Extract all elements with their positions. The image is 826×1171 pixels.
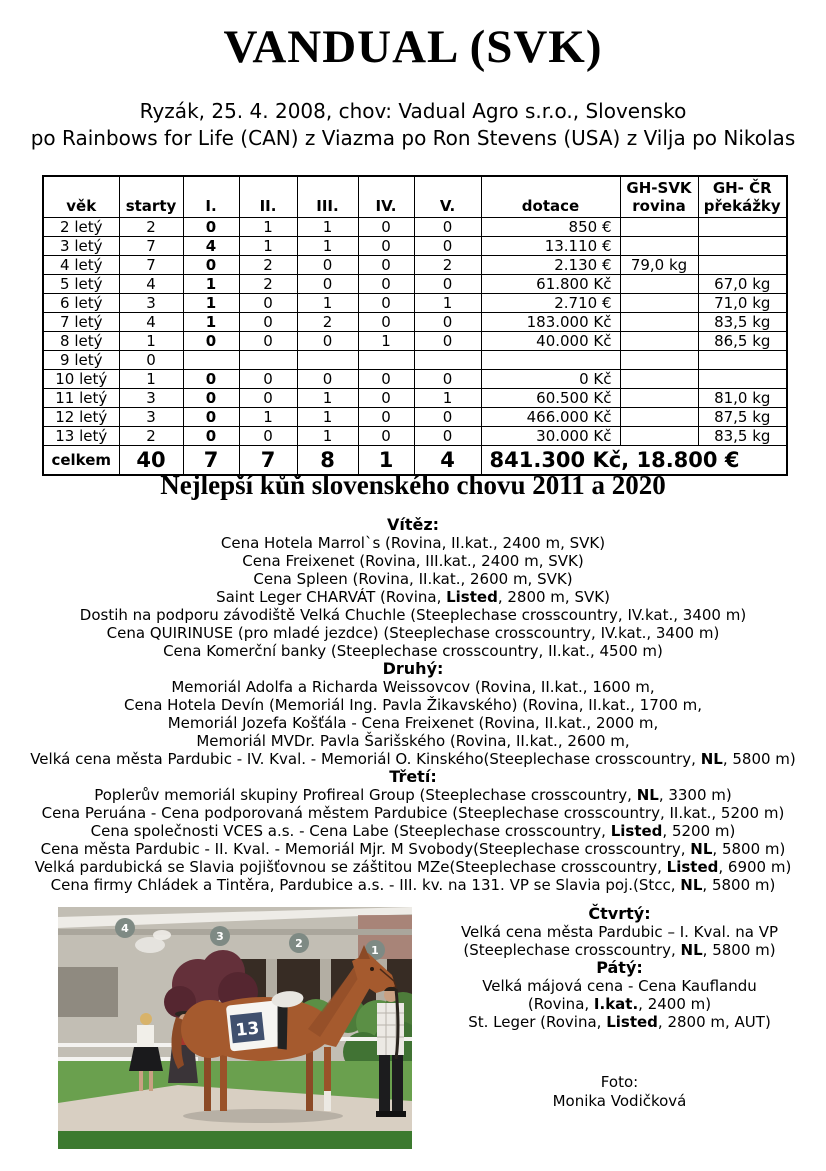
- result-line: Cena Spleen (Rovina, II.kat., 2600 m, SVK): [253, 570, 573, 588]
- paddock-number-1: 1: [371, 944, 379, 957]
- table-cell: 1: [358, 332, 414, 351]
- table-cell: 1: [414, 294, 481, 313]
- photo-credit-label: Foto:: [600, 1073, 639, 1091]
- handler-pants: [379, 1055, 390, 1113]
- table-cell: 0: [358, 237, 414, 256]
- table-cell: 1: [297, 294, 358, 313]
- table-cell: 30.000 Kč: [481, 427, 620, 446]
- table-cell: [620, 332, 698, 351]
- table-cell: 0: [358, 256, 414, 275]
- table-row: [43, 218, 787, 237]
- total-value: 4: [414, 446, 481, 476]
- award-heading: Nejlepší kůň slovenského chovu 2011 a 2020: [160, 470, 666, 500]
- table-cell: [620, 237, 698, 256]
- result-line: Velká cena města Pardubic - IV. Kval. - Memoriál O. Kinského(Steeplechase crosscountry, NL, 5800 m): [30, 750, 796, 768]
- table-cell: 11 letý: [43, 389, 119, 408]
- grass-foreground: [58, 1131, 412, 1149]
- total-value: 7: [239, 446, 297, 476]
- table-cell: 0: [119, 351, 183, 370]
- table-cell: 0: [414, 332, 481, 351]
- table-cell: 2: [119, 427, 183, 446]
- table-cell: 2: [297, 313, 358, 332]
- table-cell: 3: [119, 408, 183, 427]
- table-cell: [620, 218, 698, 237]
- table-row: [43, 275, 787, 294]
- table-cell: 1: [297, 427, 358, 446]
- table-cell: 0: [239, 313, 297, 332]
- result-line: Saint Leger CHARVÁT (Rovina, Listed, 2800 m, SVK): [216, 588, 610, 606]
- total-value: 7: [183, 446, 239, 476]
- placements-sections: [413, 905, 826, 1031]
- paddock-number-2: 2: [295, 937, 303, 950]
- table-cell: 67,0 kg: [698, 275, 787, 294]
- table-cell: 4: [183, 237, 239, 256]
- result-line: Memoriál Adolfa a Richarda Weissovcov (Rovina, II.kat., 1600 m,: [171, 678, 655, 696]
- table-cell: [698, 370, 787, 389]
- description-line-1: Ryzák, 25. 4. 2008, chov: Vadual Agro s.r.o., Slovensko: [139, 99, 687, 123]
- table-cell: 3: [119, 389, 183, 408]
- table-cell: [183, 351, 239, 370]
- result-line: Cena Peruána - Cena podporovaná městem Pardubice (Steeplechase crosscountry, II.kat., 5200 m): [41, 804, 785, 822]
- total-value: 8: [297, 446, 358, 476]
- table-cell: 2.130 €: [481, 256, 620, 275]
- table-cell: 86,5 kg: [698, 332, 787, 351]
- result-line: Memoriál MVDr. Pavla Šarišského (Rovina, II.kat., 2600 m,: [196, 732, 630, 750]
- table-row: [43, 313, 787, 332]
- column-header: GH-SVK rovina: [620, 176, 698, 218]
- handler-shoe: [376, 1111, 391, 1117]
- table-row: [43, 427, 787, 446]
- table-cell: 81,0 kg: [698, 389, 787, 408]
- table-cell: 0: [358, 313, 414, 332]
- table-cell: 4 letý: [43, 256, 119, 275]
- table-cell: 3: [119, 294, 183, 313]
- section-heading: Vítěz:: [386, 515, 440, 534]
- table-cell: 0: [414, 237, 481, 256]
- saddle-number: 13: [234, 1018, 261, 1041]
- table-cell: 0: [239, 294, 297, 313]
- paddock-number-4: 4: [121, 922, 129, 935]
- table-cell: 2 letý: [43, 218, 119, 237]
- table-cell: 40.000 Kč: [481, 332, 620, 351]
- table-cell: [481, 351, 620, 370]
- table-cell: 87,5 kg: [698, 408, 787, 427]
- table-header: [43, 176, 787, 218]
- column-header: I.: [183, 176, 239, 218]
- total-label: celkem: [43, 446, 119, 476]
- table-cell: 1: [297, 218, 358, 237]
- table-cell: 850 €: [481, 218, 620, 237]
- table-cell: 1: [183, 275, 239, 294]
- table-cell: 83,5 kg: [698, 427, 787, 446]
- table-cell: 9 letý: [43, 351, 119, 370]
- table-cell: 0: [183, 408, 239, 427]
- table-cell: 2.710 €: [481, 294, 620, 313]
- total-value: 1: [358, 446, 414, 476]
- horse-eye: [370, 967, 374, 971]
- section-heading: Třetí:: [389, 767, 437, 786]
- photo-credit: [413, 1073, 826, 1111]
- column-header: II.: [239, 176, 297, 218]
- career-statistics-table: [42, 175, 788, 476]
- table-cell: [297, 351, 358, 370]
- result-line: Memoriál Jozefa Košťála - Cena Freixenet (Rovina, II.kat., 2000 m,: [167, 714, 659, 732]
- table-cell: 0: [183, 332, 239, 351]
- table-cell: 1: [183, 313, 239, 332]
- result-line: Cena Hotela Devín (Memoriál Ing. Pavla Žikavského) (Rovina, II.kat., 1700 m,: [123, 696, 703, 714]
- result-line: Cena společnosti VCES a.s. - Cena Labe (Steeplechase crosscountry, Listed, 5200 m): [90, 822, 736, 840]
- horse-shadow: [183, 1109, 343, 1123]
- table-cell: 0: [358, 370, 414, 389]
- table-cell: 1: [119, 332, 183, 351]
- table-cell: 0: [414, 427, 481, 446]
- table-cell: [698, 351, 787, 370]
- wall-shadow-line: [58, 929, 412, 935]
- table-cell: [620, 313, 698, 332]
- table-cell: 71,0 kg: [698, 294, 787, 313]
- table-cell: 0: [414, 218, 481, 237]
- table-cell: 0: [183, 218, 239, 237]
- table-cell: 0: [358, 294, 414, 313]
- total-earnings: 841.300 Kč, 18.800 €: [481, 446, 787, 476]
- table-row: [43, 389, 787, 408]
- result-line: Cena města Pardubic - II. Kval. - Memoriál Mjr. M Svobody(Steeplechase crosscountry, NL, 5800 m): [40, 840, 786, 858]
- table-cell: 0: [297, 332, 358, 351]
- table-cell: 0: [183, 427, 239, 446]
- table-row: [43, 237, 787, 256]
- table-cell: [620, 294, 698, 313]
- horse-hind-leg: [220, 1049, 227, 1111]
- table-cell: [620, 427, 698, 446]
- handler-shirt: [377, 1003, 404, 1055]
- column-header: dotace: [481, 176, 620, 218]
- table-cell: 7 letý: [43, 313, 119, 332]
- result-line: Poplerův memoriál skupiny Profireal Group (Steeplechase crosscountry, NL, 3300 m): [94, 786, 732, 804]
- table-cell: 0: [297, 370, 358, 389]
- horse-front-leg: [324, 1047, 331, 1097]
- table-cell: 1: [414, 389, 481, 408]
- table-cell: 83,5 kg: [698, 313, 787, 332]
- paddock-number-3: 3: [216, 930, 224, 943]
- column-header: věk: [43, 176, 119, 218]
- handler-shoe: [391, 1111, 406, 1117]
- table-cell: 0: [414, 408, 481, 427]
- table-cell: 2: [239, 275, 297, 294]
- table-cell: 1: [183, 294, 239, 313]
- table-cell: 183.000 Kč: [481, 313, 620, 332]
- result-line: Velká pardubická se Slavia pojišťovnou se záštitou MZe(Steeplechase crosscountry, Listed, 6900 m): [34, 858, 792, 876]
- horse-front-leg: [306, 1049, 313, 1111]
- table-cell: 3 letý: [43, 237, 119, 256]
- table-cell: 8 letý: [43, 332, 119, 351]
- column-header: IV.: [358, 176, 414, 218]
- table-cell: 12 letý: [43, 408, 119, 427]
- table-cell: 7: [119, 256, 183, 275]
- table-row: [43, 294, 787, 313]
- result-line: (Steeplechase crosscountry, NL, 5800 m): [463, 941, 776, 959]
- horse-description: [0, 98, 826, 152]
- photo-credit-name: Monika Vodičková: [552, 1092, 687, 1110]
- table-cell: 0: [183, 256, 239, 275]
- table-cell: [620, 389, 698, 408]
- table-cell: [620, 408, 698, 427]
- table-cell: 4: [119, 313, 183, 332]
- table-cell: [620, 370, 698, 389]
- table-cell: 0 Kč: [481, 370, 620, 389]
- table-cell: 0: [239, 332, 297, 351]
- table-cell: [620, 351, 698, 370]
- table-cell: 1: [239, 408, 297, 427]
- result-line: Dostih na podporu závodiště Velká Chuchle (Steeplechase crosscountry, IV.kat., 3400 m): [79, 606, 747, 624]
- horse-photo: [58, 907, 412, 1149]
- table-cell: 1: [297, 408, 358, 427]
- table-cell: [239, 351, 297, 370]
- handler-pants: [392, 1055, 403, 1113]
- table-cell: 1: [297, 389, 358, 408]
- table-cell: 79,0 kg: [620, 256, 698, 275]
- table-cell: 0: [297, 275, 358, 294]
- table-cell: [698, 256, 787, 275]
- results-sections: [0, 516, 826, 894]
- total-value: 40: [119, 446, 183, 476]
- table-cell: 0: [414, 313, 481, 332]
- placements-right-column: [413, 905, 826, 1111]
- wall-left-dark: [58, 967, 118, 1017]
- table-row: [43, 370, 787, 389]
- result-line: Velká cena města Pardubic – I. Kval. na VP: [460, 923, 779, 941]
- table-row: [43, 351, 787, 370]
- result-line: Cena Hotela Marrol`s (Rovina, II.kat., 2400 m, SVK): [220, 534, 606, 552]
- table-cell: 0: [297, 256, 358, 275]
- table-cell: 0: [358, 275, 414, 294]
- table-cell: 466.000 Kč: [481, 408, 620, 427]
- table-cell: 1: [239, 237, 297, 256]
- table-cell: [698, 237, 787, 256]
- table-cell: [414, 351, 481, 370]
- result-line: (Rovina, I.kat., 2400 m): [527, 995, 712, 1013]
- result-line: Cena Komerční banky (Steeplechase crosscountry, II.kat., 4500 m): [163, 642, 663, 660]
- table-cell: [698, 218, 787, 237]
- table-cell: 6 letý: [43, 294, 119, 313]
- table-cell: 2: [119, 218, 183, 237]
- result-line: Cena QUIRINUSE (pro mladé jezdce) (Steeplechase crosscountry, IV.kat., 3400 m): [106, 624, 720, 642]
- table-cell: 0: [239, 389, 297, 408]
- table-cell: 0: [239, 370, 297, 389]
- result-line: Cena firmy Chládek a Tintěra, Pardubice a.s. - III. kv. na 131. VP se Slavia poj.(Stcc, NL, 5800 m): [50, 876, 776, 894]
- table-row: [43, 256, 787, 275]
- section-heading: Čtvrtý:: [588, 904, 651, 923]
- paddock-photo-illustration: [58, 907, 412, 1149]
- column-header: III.: [297, 176, 358, 218]
- table-cell: 0: [183, 389, 239, 408]
- table-cell: 13 letý: [43, 427, 119, 446]
- table-row: [43, 408, 787, 427]
- table-cell: 10 letý: [43, 370, 119, 389]
- column-header: V.: [414, 176, 481, 218]
- smoke-puff: [153, 930, 171, 940]
- horse-white-sock: [324, 1091, 331, 1111]
- table-cell: 2: [239, 256, 297, 275]
- table-cell: 0: [239, 427, 297, 446]
- section-heading: Pátý:: [596, 958, 643, 977]
- result-line: St. Leger (Rovina, Listed, 2800 m, AUT): [468, 1013, 771, 1031]
- table-cell: 0: [414, 275, 481, 294]
- result-line: Velká májová cena - Cena Kauflandu: [482, 977, 757, 995]
- table-row: [43, 332, 787, 351]
- column-header: GH- ČR překážky: [698, 176, 787, 218]
- result-line: Cena Freixenet (Rovina, III.kat., 2400 m, SVK): [242, 552, 584, 570]
- description-line-2: po Rainbows for Life (CAN) z Viazma po Ron Stevens (USA) z Vilja po Nikolas: [30, 126, 796, 150]
- table-cell: 7: [119, 237, 183, 256]
- table-cell: [358, 351, 414, 370]
- table-cell: 1: [297, 237, 358, 256]
- table-cell: 0: [358, 408, 414, 427]
- table-cell: 0: [358, 218, 414, 237]
- table-cell: 61.800 Kč: [481, 275, 620, 294]
- column-header: starty: [119, 176, 183, 218]
- table-cell: 1: [239, 218, 297, 237]
- table-cell: 4: [119, 275, 183, 294]
- table-cell: 13.110 €: [481, 237, 620, 256]
- table-cell: 0: [414, 370, 481, 389]
- table-cell: 0: [358, 427, 414, 446]
- section-heading: Druhý:: [382, 659, 444, 678]
- table-cell: [620, 275, 698, 294]
- table-cell: 60.500 Kč: [481, 389, 620, 408]
- table-cell: 2: [414, 256, 481, 275]
- table-cell: 5 letý: [43, 275, 119, 294]
- table-cell: 1: [119, 370, 183, 389]
- table-cell: 0: [358, 389, 414, 408]
- table-cell: 0: [183, 370, 239, 389]
- page-title: VANDUAL (SVK): [223, 21, 603, 73]
